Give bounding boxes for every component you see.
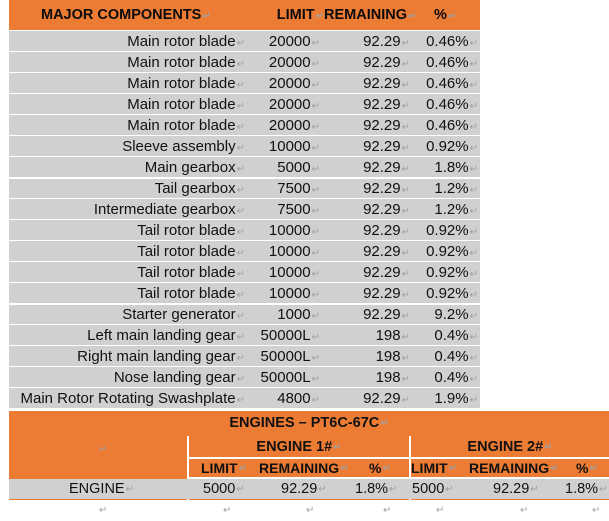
component-percent: 0.4%↵ bbox=[434, 326, 478, 344]
component-limit: 50000L↵ bbox=[260, 326, 320, 344]
component-limit: 20000↵ bbox=[268, 53, 320, 71]
table-row bbox=[9, 156, 480, 177]
table-row bbox=[9, 30, 480, 51]
engine1-header-percent: % ↵ bbox=[369, 460, 391, 476]
table-row bbox=[9, 177, 480, 198]
component-remaining: 92.29↵ bbox=[363, 32, 410, 50]
table-row bbox=[9, 219, 480, 240]
header-remaining: REMAINING↵ bbox=[324, 7, 417, 23]
component-limit: 20000↵ bbox=[268, 74, 320, 92]
table-row bbox=[9, 72, 480, 93]
empty-cell-mark: ↵ bbox=[99, 444, 108, 455]
header-major-components: MAJOR COMPONENTS↵ bbox=[41, 7, 211, 23]
component-percent: 0.92%↵ bbox=[426, 263, 478, 281]
component-name: Main gearbox↵ bbox=[144, 158, 245, 176]
component-name: Main Rotor Rotating Swashplate↵ bbox=[20, 389, 245, 407]
engine-row-label: ENGINE ↵ bbox=[69, 481, 134, 497]
engine2-remaining: 92.29 ↵ bbox=[493, 481, 539, 497]
component-percent: 0.46%↵ bbox=[426, 74, 478, 92]
component-remaining: 92.29↵ bbox=[363, 221, 410, 239]
table-row bbox=[9, 261, 480, 282]
component-name: Right main landing gear↵ bbox=[77, 347, 245, 365]
engine1-percent: 1.8% ↵ bbox=[355, 481, 398, 497]
table-row bbox=[9, 135, 480, 156]
empty-cell: ↵ bbox=[592, 505, 601, 516]
empty-row bbox=[9, 500, 609, 521]
table-row bbox=[9, 114, 480, 135]
component-remaining: 92.29↵ bbox=[363, 95, 410, 113]
component-limit: 10000↵ bbox=[268, 284, 320, 302]
component-name: Tail rotor blade↵ bbox=[137, 221, 245, 239]
component-percent: 0.46%↵ bbox=[426, 53, 478, 71]
component-percent: 0.92%↵ bbox=[426, 242, 478, 260]
component-limit: 20000↵ bbox=[268, 95, 320, 113]
component-limit: 10000↵ bbox=[268, 221, 320, 239]
component-remaining: 92.29↵ bbox=[363, 200, 410, 218]
component-remaining: 198↵ bbox=[375, 368, 410, 386]
table-row bbox=[9, 479, 609, 499]
empty-cell: ↵ bbox=[223, 505, 232, 516]
engines-table bbox=[9, 411, 609, 521]
header-percent: %↵ bbox=[434, 7, 457, 23]
component-limit: 1000↵ bbox=[277, 306, 320, 323]
component-name: Main rotor blade↵ bbox=[127, 95, 245, 113]
component-remaining: 92.29↵ bbox=[363, 389, 410, 407]
component-name: Main rotor blade↵ bbox=[127, 74, 245, 92]
empty-cell: ↵ bbox=[520, 505, 529, 516]
component-limit: 20000↵ bbox=[268, 32, 320, 50]
table-row bbox=[9, 198, 480, 219]
component-limit: 5000↵ bbox=[277, 158, 320, 176]
component-remaining: 92.29↵ bbox=[363, 53, 410, 71]
component-name: Tail rotor blade↵ bbox=[137, 284, 245, 302]
table-row bbox=[9, 345, 480, 366]
engine2-header-limit: LIMIT ↵ bbox=[411, 460, 457, 476]
component-percent: 0.46%↵ bbox=[426, 95, 478, 113]
empty-cell: ↵ bbox=[383, 505, 392, 516]
table-row bbox=[9, 240, 480, 261]
component-name: Main rotor blade↵ bbox=[127, 53, 245, 71]
component-percent: 0.92%↵ bbox=[426, 284, 478, 302]
component-name: Starter generator↵ bbox=[122, 306, 245, 323]
table-row bbox=[9, 303, 480, 324]
engine2-header-remaining: REMAINING ↵ bbox=[469, 460, 559, 476]
component-limit: 10000↵ bbox=[268, 242, 320, 260]
component-name: Intermediate gearbox↵ bbox=[93, 200, 245, 218]
component-percent: 0.46%↵ bbox=[426, 32, 478, 50]
engine2-limit: 5000 ↵ bbox=[412, 481, 454, 497]
component-limit: 10000↵ bbox=[268, 263, 320, 281]
component-limit: 20000↵ bbox=[268, 116, 320, 134]
component-percent: 1.9%↵ bbox=[434, 389, 478, 407]
engine1-limit: 5000 ↵ bbox=[203, 481, 245, 497]
component-percent: 1.2%↵ bbox=[434, 200, 478, 218]
component-percent: 1.8%↵ bbox=[434, 158, 478, 176]
component-name: Left main landing gear↵ bbox=[87, 326, 245, 344]
component-name: Main rotor blade↵ bbox=[127, 32, 245, 50]
component-remaining: 198↵ bbox=[375, 326, 410, 344]
component-remaining: 92.29↵ bbox=[363, 158, 410, 176]
engine1-header-limit: LIMIT ↵ bbox=[201, 460, 247, 476]
component-limit: 10000↵ bbox=[268, 137, 320, 155]
component-name: Main rotor blade↵ bbox=[127, 116, 245, 134]
engines-title: ENGINES – PT6C-67C ↵ bbox=[229, 415, 389, 431]
component-limit: 50000L↵ bbox=[260, 347, 320, 365]
component-remaining: 92.29↵ bbox=[363, 116, 410, 134]
component-limit: 4800↵ bbox=[277, 389, 320, 407]
component-remaining: 92.29↵ bbox=[363, 137, 410, 155]
engine1-label: ENGINE 1# ↵ bbox=[256, 439, 342, 455]
table-row bbox=[9, 366, 480, 387]
table-row bbox=[9, 282, 480, 303]
component-limit: 50000L↵ bbox=[260, 368, 320, 386]
component-percent: 0.4%↵ bbox=[434, 368, 478, 386]
table-row bbox=[9, 387, 480, 408]
component-remaining: 92.29↵ bbox=[363, 180, 410, 197]
component-percent: 1.2%↵ bbox=[434, 180, 478, 197]
component-limit: 7500↵ bbox=[277, 200, 320, 218]
component-limit: 7500↵ bbox=[277, 180, 320, 197]
engine1-remaining: 92.29 ↵ bbox=[281, 481, 327, 497]
component-remaining: 92.29↵ bbox=[363, 242, 410, 260]
empty-cell: ↵ bbox=[436, 505, 445, 516]
header-limit: LIMIT↵ bbox=[276, 7, 324, 23]
engine2-label: ENGINE 2# ↵ bbox=[467, 439, 553, 455]
component-remaining: 198↵ bbox=[375, 347, 410, 365]
major-components-table bbox=[9, 0, 480, 408]
engine1-header-remaining: REMAINING ↵ bbox=[259, 460, 349, 476]
component-percent: 0.92%↵ bbox=[426, 221, 478, 239]
engine2-header-percent: % ↵ bbox=[576, 460, 598, 476]
table-row bbox=[9, 93, 480, 114]
components-header-row bbox=[9, 0, 480, 30]
component-name: Sleeve assembly↵ bbox=[122, 137, 245, 155]
engine2-percent: 1.8% ↵ bbox=[565, 481, 608, 497]
component-remaining: 92.29↵ bbox=[363, 263, 410, 281]
table-row bbox=[9, 324, 480, 345]
component-name: Nose landing gear↵ bbox=[113, 368, 245, 386]
component-remaining: 92.29↵ bbox=[363, 74, 410, 92]
empty-cell: ↵ bbox=[306, 505, 315, 516]
component-name: Tail gearbox↵ bbox=[154, 180, 245, 197]
component-percent: 0.4%↵ bbox=[434, 347, 478, 365]
empty-cell: ↵ bbox=[99, 505, 108, 516]
component-percent: 0.46%↵ bbox=[426, 116, 478, 134]
component-name: Tail rotor blade↵ bbox=[137, 242, 245, 260]
component-percent: 9.2%↵ bbox=[434, 306, 478, 323]
component-percent: 0.92%↵ bbox=[426, 137, 478, 155]
table-row bbox=[9, 51, 480, 72]
component-remaining: 92.29↵ bbox=[363, 306, 410, 323]
component-name: Tail rotor blade↵ bbox=[137, 263, 245, 281]
component-remaining: 92.29↵ bbox=[363, 284, 410, 302]
